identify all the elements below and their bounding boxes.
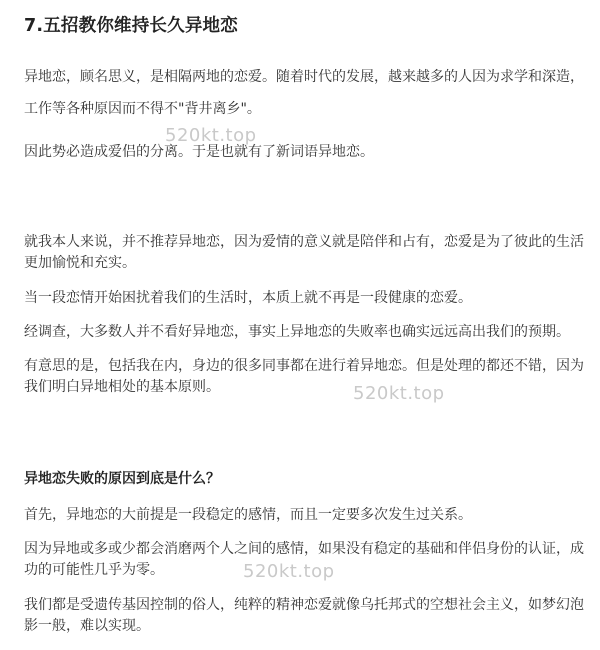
section-heading: 异地恋失败的原因到底是什么？ <box>24 471 220 487</box>
paragraph-5: 经调查，大多数人并不看好异地恋，事实上异地恋的失败率也确实远远高出我们的预期。 <box>24 324 570 340</box>
paragraph-7: 首先，异地恋的大前提是一段稳定的感情，而且一定要多次发生过关系。 <box>24 507 472 523</box>
paragraph-3: 就我本人来说，并不推荐异地恋，因为爱情的意义就是陪伴和占有，恋爱是为了彼此的生活更加愉悦和充实。 <box>24 234 584 271</box>
paragraph-8: 因为异地或多或少都会消磨两个人之间的感情，如果没有稳定的基础和伴侣身份的认证，成功的可能性几乎为零。 <box>24 541 584 578</box>
article-title: 7.五招教你维持长久异地恋 <box>24 16 238 36</box>
paragraph-9: 我们都是受遗传基因控制的俗人，纯粹的精神恋爱就像乌托邦式的空想社会主义，如梦幻泡影一般，难以实现。 <box>24 597 584 634</box>
paragraph-1: 异地恋，顾名思义，是相隔两地的恋爱。随着时代的发展，越来越多的人因为求学和深造，工作等各种原因而不得不"背井离乡"。 <box>24 69 584 117</box>
watermark-2: 520kt.top <box>353 383 445 404</box>
watermark-1: 520kt.top <box>165 125 257 146</box>
paragraph-4: 当一段恋情开始困扰着我们的生活时，本质上就不再是一段健康的恋爱。 <box>24 290 472 306</box>
paragraph-2: 因此势必造成爱侣的分离。于是也就有了新词语异地恋。 <box>24 144 374 160</box>
paragraph-6: 有意思的是，包括我在内，身边的很多同事都在进行着异地恋。但是处理的都还不错，因为我们明白异地相处的基本原则。 <box>24 358 584 395</box>
watermark-3: 520kt.top <box>243 561 335 582</box>
